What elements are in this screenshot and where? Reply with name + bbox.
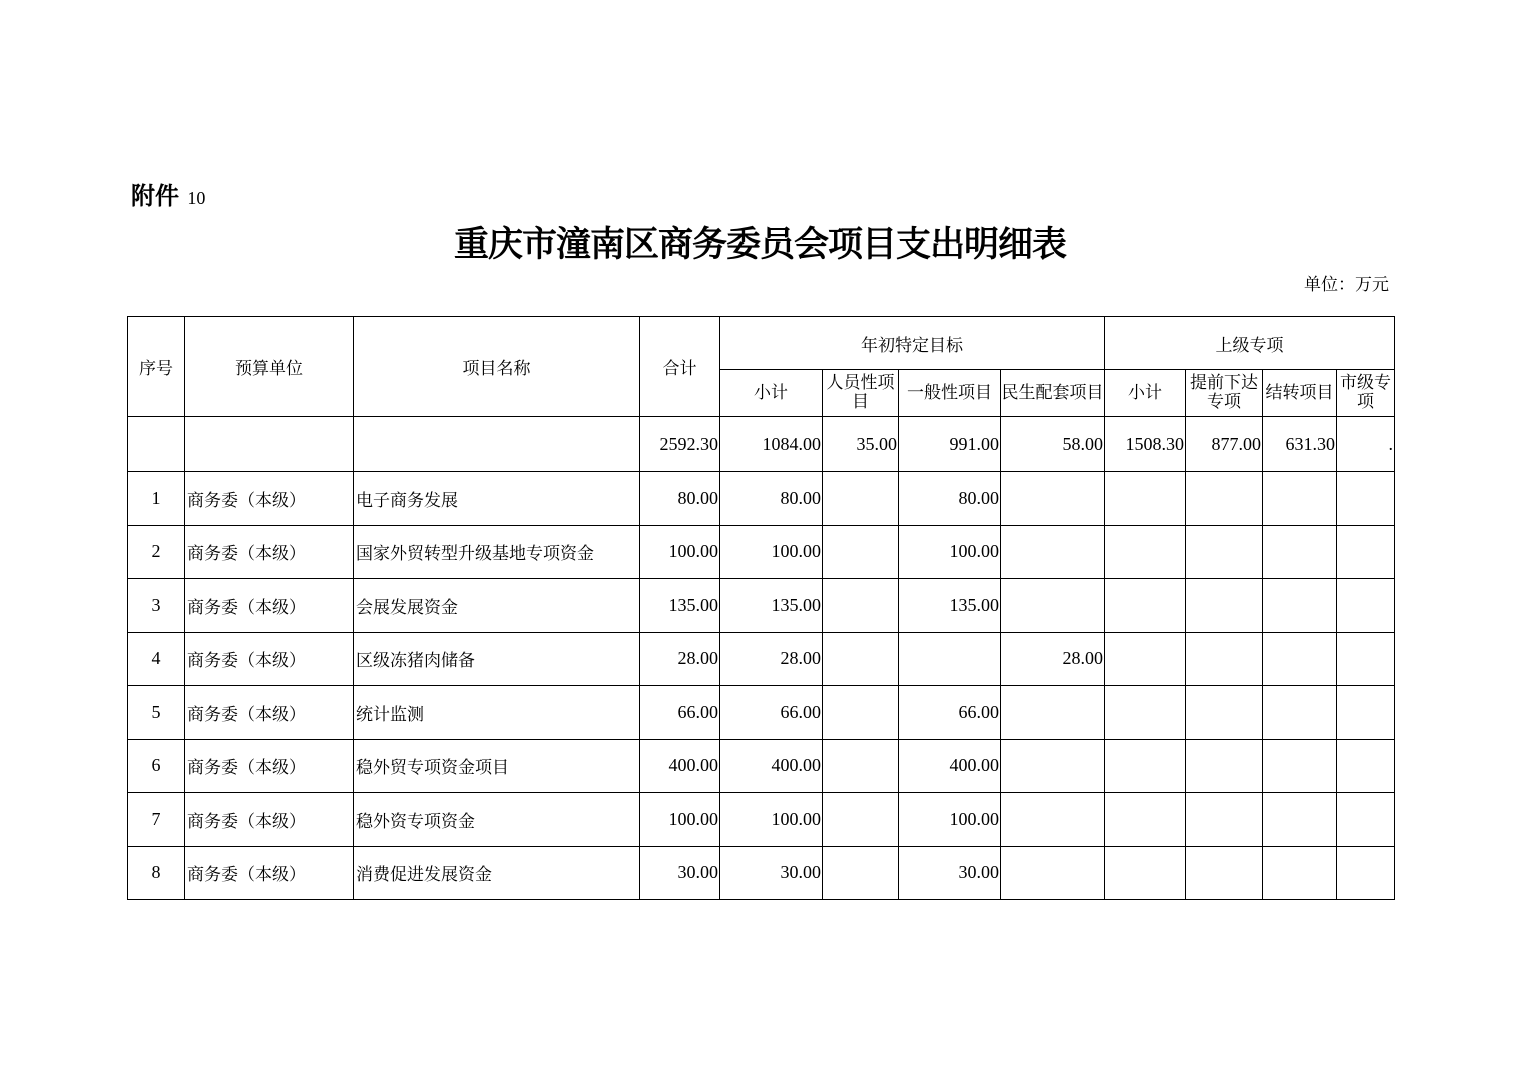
cell-a-subtotal: 66.00 (720, 686, 823, 740)
attachment-label (131, 180, 206, 214)
summary-a-livelihood: 58.00 (1001, 417, 1105, 472)
cell-seq: 5 (128, 686, 185, 740)
table-row (128, 472, 1395, 526)
cell-a-livelihood (1001, 472, 1105, 526)
header-project: 项目名称 (354, 317, 640, 417)
cell-seq: 1 (128, 472, 185, 526)
cell-a-personnel (823, 525, 899, 579)
page-title: 重庆市潼南区商务委员会项目支出明细表 (453, 224, 1066, 265)
cell-b-city (1337, 525, 1395, 579)
cell-a-subtotal: 400.00 (720, 739, 823, 793)
cell-b-subtotal (1105, 472, 1186, 526)
summary-b-city: . (1337, 417, 1395, 472)
header-unit: 预算单位 (185, 317, 354, 417)
cell-b-carryover (1263, 686, 1337, 740)
cell-b-carryover (1263, 472, 1337, 526)
cell-project: 国家外贸转型升级基地专项资金 (354, 525, 640, 579)
cell-seq: 6 (128, 739, 185, 793)
cell-a-livelihood (1001, 739, 1105, 793)
cell-b-advance (1186, 525, 1263, 579)
summary-project (354, 417, 640, 472)
cell-a-personnel (823, 846, 899, 900)
header-total: 合计 (640, 317, 720, 417)
cell-a-general: 400.00 (899, 739, 1001, 793)
cell-a-personnel (823, 739, 899, 793)
cell-total: 30.00 (640, 846, 720, 900)
cell-unit: 商务委（本级） (185, 739, 354, 793)
cell-a-general: 66.00 (899, 686, 1001, 740)
cell-b-subtotal (1105, 846, 1186, 900)
header-b-city: 市级专项 (1337, 370, 1395, 417)
header-row-1 (128, 317, 1395, 370)
cell-b-advance (1186, 686, 1263, 740)
cell-unit: 商务委（本级） (185, 686, 354, 740)
cell-b-carryover (1263, 525, 1337, 579)
cell-b-carryover (1263, 739, 1337, 793)
cell-unit: 商务委（本级） (185, 472, 354, 526)
cell-b-subtotal (1105, 739, 1186, 793)
cell-b-city (1337, 472, 1395, 526)
cell-b-advance (1186, 472, 1263, 526)
cell-a-general: 80.00 (899, 472, 1001, 526)
table-row (128, 686, 1395, 740)
cell-a-personnel (823, 793, 899, 847)
cell-a-livelihood (1001, 525, 1105, 579)
cell-b-advance (1186, 632, 1263, 686)
cell-seq: 2 (128, 525, 185, 579)
cell-b-advance (1186, 846, 1263, 900)
cell-total: 66.00 (640, 686, 720, 740)
cell-b-subtotal (1105, 632, 1186, 686)
cell-seq: 4 (128, 632, 185, 686)
cell-b-carryover (1263, 846, 1337, 900)
cell-a-livelihood (1001, 579, 1105, 633)
table-row (128, 632, 1395, 686)
unit-label: 单位：万元 (1304, 275, 1389, 295)
cell-a-general: 100.00 (899, 793, 1001, 847)
cell-a-personnel (823, 579, 899, 633)
header-a-subtotal: 小计 (720, 370, 823, 417)
cell-b-city (1337, 846, 1395, 900)
attachment-word: 附件 (131, 182, 179, 210)
cell-total: 400.00 (640, 739, 720, 793)
cell-total: 100.00 (640, 525, 720, 579)
cell-project: 区级冻猪肉储备 (354, 632, 640, 686)
cell-project: 稳外资专项资金 (354, 793, 640, 847)
header-b-subtotal: 小计 (1105, 370, 1186, 417)
cell-seq: 7 (128, 793, 185, 847)
cell-seq: 8 (128, 846, 185, 900)
header-a-livelihood: 民生配套项目 (1001, 370, 1105, 417)
summary-a-general: 991.00 (899, 417, 1001, 472)
cell-b-carryover (1263, 632, 1337, 686)
summary-b-subtotal: 1508.30 (1105, 417, 1186, 472)
cell-a-general: 30.00 (899, 846, 1001, 900)
table-row (128, 739, 1395, 793)
header-group-annual-target: 年初特定目标 (720, 317, 1105, 370)
cell-unit: 商务委（本级） (185, 632, 354, 686)
cell-unit: 商务委（本级） (185, 579, 354, 633)
cell-a-personnel (823, 686, 899, 740)
cell-a-subtotal: 135.00 (720, 579, 823, 633)
cell-unit: 商务委（本级） (185, 793, 354, 847)
cell-b-subtotal (1105, 579, 1186, 633)
cell-a-livelihood (1001, 793, 1105, 847)
cell-a-subtotal: 100.00 (720, 793, 823, 847)
summary-a-personnel: 35.00 (823, 417, 899, 472)
header-b-advance: 提前下达专项 (1186, 370, 1263, 417)
cell-a-general (899, 632, 1001, 686)
table-row (128, 793, 1395, 847)
cell-seq: 3 (128, 579, 185, 633)
cell-project: 电子商务发展 (354, 472, 640, 526)
cell-total: 100.00 (640, 793, 720, 847)
summary-seq (128, 417, 185, 472)
attachment-number: 10 (187, 188, 206, 208)
summary-b-carryover: 631.30 (1263, 417, 1337, 472)
header-a-general: 一般性项目 (899, 370, 1001, 417)
cell-a-personnel (823, 632, 899, 686)
table-row (128, 579, 1395, 633)
cell-b-subtotal (1105, 793, 1186, 847)
summary-total: 2592.30 (640, 417, 720, 472)
cell-b-city (1337, 739, 1395, 793)
expenditure-table (127, 316, 1395, 900)
table-row (128, 525, 1395, 579)
cell-unit: 商务委（本级） (185, 846, 354, 900)
summary-unit (185, 417, 354, 472)
cell-b-city (1337, 793, 1395, 847)
cell-b-advance (1186, 579, 1263, 633)
cell-b-carryover (1263, 793, 1337, 847)
cell-project: 消费促进发展资金 (354, 846, 640, 900)
table-row (128, 846, 1395, 900)
cell-project: 会展发展资金 (354, 579, 640, 633)
cell-a-subtotal: 28.00 (720, 632, 823, 686)
cell-b-city (1337, 579, 1395, 633)
cell-total: 28.00 (640, 632, 720, 686)
cell-a-subtotal: 80.00 (720, 472, 823, 526)
cell-project: 统计监测 (354, 686, 640, 740)
cell-a-personnel (823, 472, 899, 526)
summary-row (128, 417, 1395, 472)
cell-total: 135.00 (640, 579, 720, 633)
cell-a-livelihood (1001, 846, 1105, 900)
cell-unit: 商务委（本级） (185, 525, 354, 579)
summary-a-subtotal: 1084.00 (720, 417, 823, 472)
cell-a-general: 135.00 (899, 579, 1001, 633)
cell-total: 80.00 (640, 472, 720, 526)
cell-a-livelihood (1001, 686, 1105, 740)
header-a-personnel: 人员性项目 (823, 370, 899, 417)
cell-b-carryover (1263, 579, 1337, 633)
cell-b-city (1337, 632, 1395, 686)
cell-b-advance (1186, 739, 1263, 793)
cell-project: 稳外贸专项资金项目 (354, 739, 640, 793)
header-seq: 序号 (128, 317, 185, 417)
cell-b-subtotal (1105, 686, 1186, 740)
cell-b-advance (1186, 793, 1263, 847)
cell-a-general: 100.00 (899, 525, 1001, 579)
header-b-carryover: 结转项目 (1263, 370, 1337, 417)
cell-b-city (1337, 686, 1395, 740)
cell-a-livelihood: 28.00 (1001, 632, 1105, 686)
cell-a-subtotal: 100.00 (720, 525, 823, 579)
cell-b-subtotal (1105, 525, 1186, 579)
header-group-superior-special: 上级专项 (1105, 317, 1395, 370)
summary-b-advance: 877.00 (1186, 417, 1263, 472)
cell-a-subtotal: 30.00 (720, 846, 823, 900)
